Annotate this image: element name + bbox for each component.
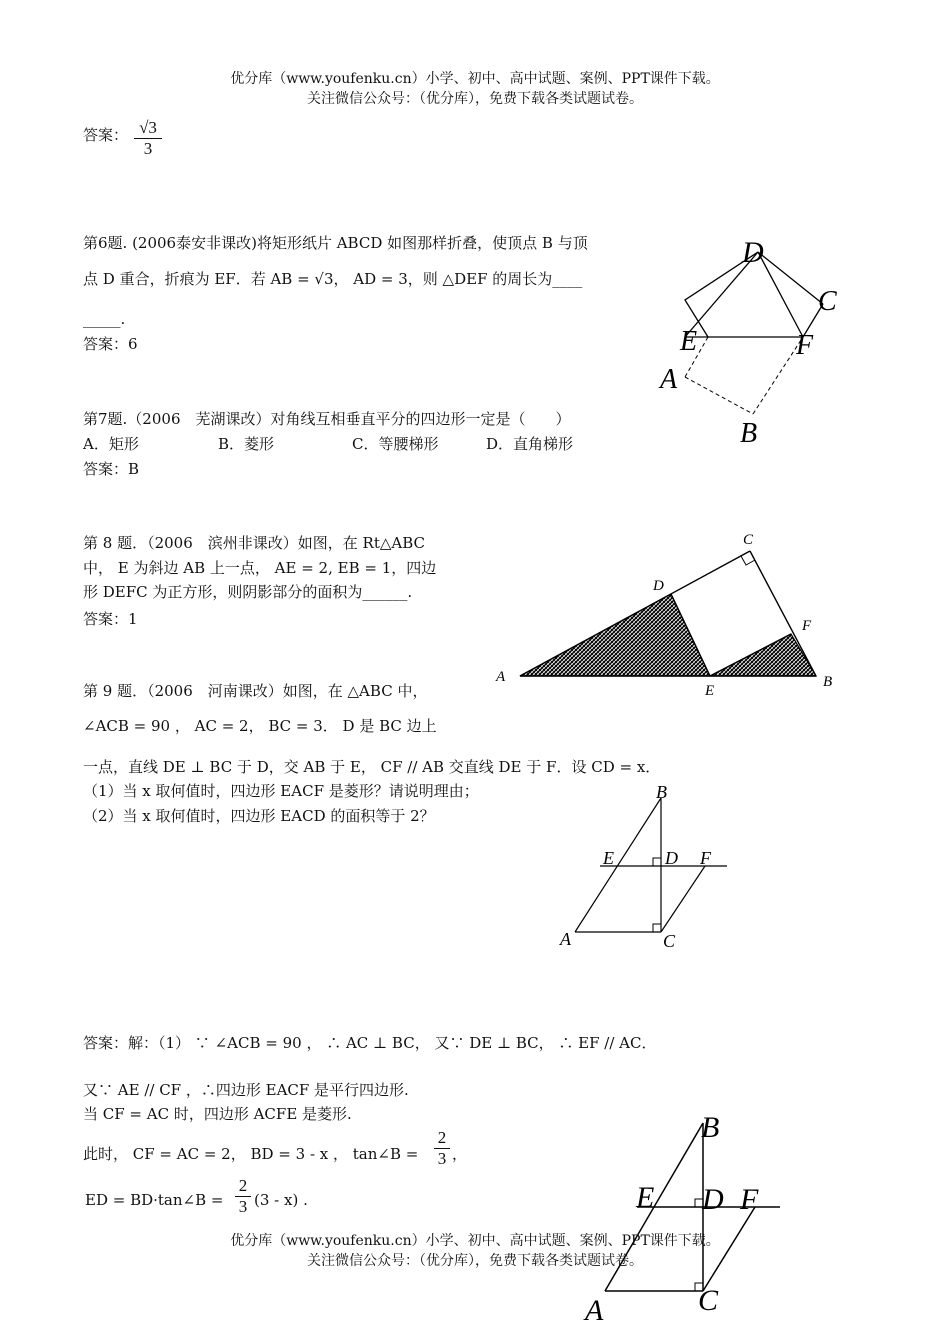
q8-label-D: D [653, 578, 664, 594]
q6-label-A: A [660, 364, 678, 395]
fig-label-D: D [702, 1183, 724, 1216]
q8-label-B: B [823, 674, 833, 690]
solution-line-5-denominator: 3 [235, 1196, 251, 1217]
solution-line-5-numerator: 2 [238, 1176, 248, 1195]
q6-label-D: D [742, 236, 764, 269]
q8-figure [490, 528, 840, 698]
q9-figure [555, 780, 735, 955]
q9-label-C: C [663, 931, 676, 951]
q9-line-3: 一点，直线 DE ⊥ BC 于 D，交 AB 于 E， CF // AB 交直线 DE 于 F．设 CD = x． [83, 758, 661, 776]
q6-label-F: F [796, 330, 814, 361]
q5-answer-denominator: 3 [134, 138, 162, 159]
q8-label-F: F [802, 618, 812, 634]
solution-figure [580, 1105, 800, 1325]
q7-option-d: D．直角梯形 [486, 435, 574, 453]
q8-line-1: 第 8 题．（2006 滨州非课改）如图，在 Rt△ABC [83, 534, 425, 552]
footer-line-1: 优分库（www.youfenku.cn）小学、初中、高中试题、案例、PPT课件下载。 [230, 1233, 720, 1249]
q7-option-b: B．菱形 [218, 435, 275, 453]
q5-answer-label: 答案： [83, 126, 129, 144]
header-line-1: 优分库（www.youfenku.cn）小学、初中、高中试题、案例、PPT课件下载。 [230, 71, 720, 87]
q6-label-C: C [818, 286, 837, 317]
q8-label-C: C [743, 532, 754, 548]
fig-label-E: E [636, 1181, 655, 1214]
footer-line-2: 关注微信公众号：（优分库），免费下载各类试题试卷。 [307, 1253, 643, 1269]
q8-answer: 答案：1 [83, 610, 138, 628]
q9-line-1: 第 9 题．（2006 河南课改）如图，在 △ABC 中， [83, 682, 428, 700]
q6-line-1: 第6题. (2006泰安非课改)将矩形纸片 ABCD 如图那样折叠，使顶点 B 与顶 [83, 234, 588, 252]
fig-label-C: C [698, 1284, 719, 1317]
q7-stem: 第7题.（2006 芜湖课改）对角线互相垂直平分的四边形一定是（ ） [83, 410, 571, 428]
q9-part-1: （1）当 x 取何值时，四边形 EACF 是菱形？请说明理由； [83, 782, 479, 800]
q8-line-2: 中， E 为斜边 AB 上一点， AE = 2, EB = 1，四边 [83, 559, 437, 577]
q8-label-E: E [705, 683, 715, 699]
q9-line-2: ∠ACB = 90 ， AC = 2， BC = 3． D 是 BC 边上 [83, 717, 437, 735]
q6-figure [640, 232, 870, 452]
q6-label-B: B [740, 418, 758, 449]
q6-line-3: _____. [83, 310, 126, 328]
solution-line-4-end: ， [452, 1145, 468, 1163]
q8-line-3: 形 DEFC 为正方形，则阴影部分的面积为______. [83, 583, 413, 601]
q9-label-B: B [656, 782, 667, 802]
q6-line-2: 点 D 重合，折痕为 EF．若 AB = √3， AD = 3，则 △DEF 的周长为____ [83, 270, 583, 288]
solution-line-1: 答案：解：（1） ∵ ∠ACB = 90 ， ∴ AC ⊥ BC， 又∵ DE ⊥ BC， ∴ EF // AC． [83, 1034, 657, 1052]
solution-line-5-end: (3 - x) . [254, 1191, 308, 1209]
solution-line-4-fraction [434, 1128, 450, 1169]
q9-label-D: D [665, 848, 678, 868]
q9-label-E: E [603, 848, 614, 868]
q5-answer-fraction [134, 118, 162, 159]
q6-label-E: E [680, 326, 698, 357]
q9-label-A: A [560, 929, 571, 949]
solution-line-2: 又∵ AE // CF ，∴四边形 EACF 是平行四边形. [83, 1081, 409, 1099]
header-line-2: 关注微信公众号：（优分库），免费下载各类试题试卷。 [307, 91, 643, 107]
solution-line-3: 当 CF = AC 时，四边形 ACFE 是菱形. [83, 1105, 352, 1123]
fig-label-F: F [740, 1183, 759, 1216]
q8-label-A: A [496, 669, 506, 685]
q9-label-F: F [700, 848, 711, 868]
solution-line-4-numerator: 2 [437, 1128, 447, 1147]
q5-answer-numerator: √3 [139, 118, 157, 137]
q6-answer: 答案：6 [83, 335, 138, 353]
solution-line-4: 此时， CF = AC = 2， BD = 3 - x ， tan∠B = [83, 1145, 419, 1163]
q7-answer: 答案：B [83, 460, 140, 478]
solution-line-5-fraction [235, 1176, 251, 1217]
fig-label-B: B [701, 1111, 720, 1144]
fig-label-A: A [585, 1294, 604, 1327]
q7-option-a: A．矩形 [83, 435, 139, 453]
q9-part-2: （2）当 x 取何值时，四边形 EACD 的面积等于 2？ [83, 807, 435, 825]
solution-line-4-denominator: 3 [434, 1148, 450, 1169]
solution-line-5: ED = BD·tan∠B = [85, 1191, 224, 1209]
q7-option-c: C．等腰梯形 [352, 435, 439, 453]
